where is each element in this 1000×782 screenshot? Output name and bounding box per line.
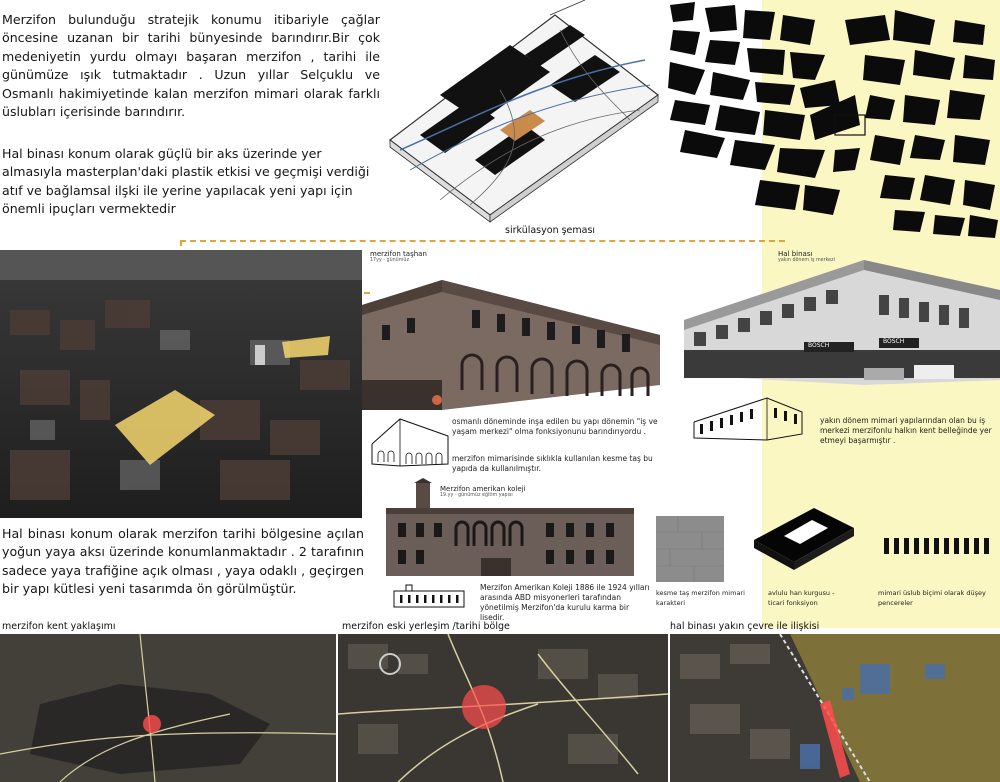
halbinasi-photo (684, 250, 1000, 385)
intro-paragraph-3: Hal binası konum olarak merzifon tarihi bölgesine açılan yoğun yaya aksı üzerinde konumlanmaktadır . 2 tarafının sadece yaya trafiğine açık olması , yaya odaklı , geçirgen bir yapı kütlesi yeni tasarımda ön görülmüştür. (2, 526, 364, 597)
figure-ground-map (665, 0, 1000, 240)
kolej-title: Merzifon amerikan koleji (440, 485, 526, 493)
stone-texture-swatch (656, 516, 724, 582)
kolej-description: Merzifon Amerikan Koleji 1886 ile 1924 yılları arasında ABD misyonerleri tarafından yönetilmiş Merzifon'da kurulu karma bir lisedir. (480, 583, 650, 622)
courtyard-block-icon (752, 502, 856, 572)
tashan-subtitle: 17yy - günümüz (370, 258, 409, 263)
bosch-sign-2: BOSCH (883, 338, 905, 345)
diagram-caption: sirkülasyon şeması (505, 225, 596, 236)
aerial-city-photo (0, 250, 362, 518)
map-historic-area (338, 634, 668, 782)
halbinasi-description: yakın dönem mimari yapılarından olan bu iş merkezi merzifonlu halkın kent belleğinde yer etmeyi başarmıştır . (820, 416, 992, 445)
intro-paragraph-1: Merzifon bulunduğu stratejik konumu itibariyle çağlar öncesine uzanan bir tarihi bünyesinde barındırır.Bir çok medeniyetin yurdu olmayı başaran merzifon , tarihi ile günümüze ışık tutmaktadır . Uzun yıllar Selçuklu ve Osmanlı hakimiyetinde kalan merzifon mimari olarak farklı üslubları içerisinde barındırır. (2, 12, 380, 120)
feature-label-courtyard: avlulu han kurgusu -ticari fonksiyon (768, 589, 835, 607)
intro-paragraph-2: Hal binası konum olarak güçlü bir aks üzerinde yer almasıyla masterplan'daki plastik etkisi ve geçmişi verdiği atıf ve bağlamsal ilşki ile yerine yapılacak yeni yapı için önemli ipuçları vermektedir (2, 146, 370, 217)
feature-label-windows: mimari üslub biçimi olarak düşey pencereler (878, 589, 986, 607)
tashan-photo (362, 250, 660, 410)
map-label-cevre: hal binası yakın çevre ile ilişkisi (670, 621, 820, 632)
vertical-windows-icon (884, 536, 996, 556)
tashan-line-drawing (370, 414, 450, 469)
map-city-approach (0, 634, 336, 782)
kolej-photo (386, 478, 634, 578)
feature-label-stone: kesme taş merzifon mimari karakteri (656, 589, 745, 607)
kolej-subtitle: 19.yy - günümüz eğitim yapısı (440, 493, 513, 498)
tashan-description-2: merzifon mimarisinde sıklıkla kullanılan kesme taş bu yapıda da kullanılmıştır. (452, 454, 653, 473)
tashan-description-1: osmanlı döneminde inşa edilen bu yapı dönemin "iş ve yaşam merkezi" olma fonksiyonunu barındırıyordu . (452, 417, 658, 436)
map-label-tarihi: merzifon eski yerleşim /tarihi bölge (342, 621, 510, 632)
circulation-diagram (380, 0, 662, 236)
halbinasi-subtitle: yakın dönem iş merkezi (778, 258, 835, 263)
connector-line-top (180, 240, 785, 242)
tashan-title: merzifon taşhan (370, 250, 427, 258)
map-immediate-surroundings (670, 634, 1000, 782)
kolej-line-drawing (392, 583, 466, 609)
map-label-kent: merzifon kent yaklaşımı (2, 621, 116, 632)
bosch-sign-1: BOSCH (808, 342, 830, 349)
halbinasi-line-drawing (692, 394, 804, 444)
halbinasi-title: Hal binası (778, 250, 813, 258)
